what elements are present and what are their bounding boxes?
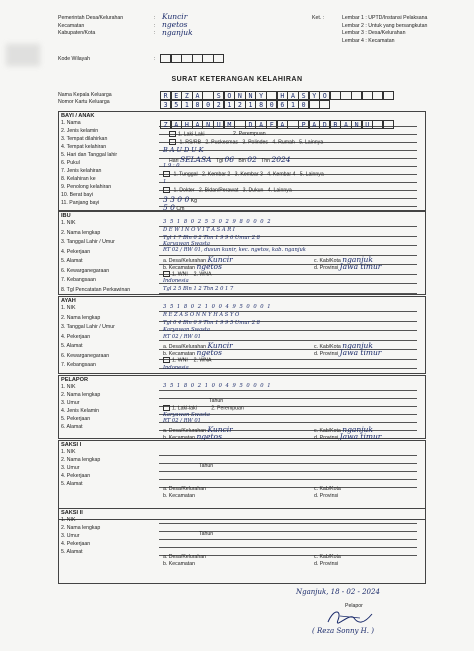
signature — [320, 606, 380, 628]
ayah-tgl-lahir: Tgl 0 4 Bln 0 9 Thn 1 9 9 5 Umur 2 8 — [163, 320, 260, 326]
field-line — [159, 200, 417, 207]
opt-label: 5. Lainnya — [299, 171, 324, 178]
kode-cell — [192, 54, 203, 63]
field-label: 4. Pekerjaan — [61, 333, 91, 340]
section-title: IBU — [61, 213, 71, 219]
field-label: 9. Penolong kelahiran — [61, 184, 112, 190]
char-cell — [287, 120, 298, 129]
saksi2-umur-unit: Tahun — [199, 531, 214, 537]
char-cell: P — [298, 120, 309, 129]
char-cell: N — [234, 91, 245, 100]
opt-label: 3. Polindes — [242, 139, 268, 146]
header-labels — [58, 15, 158, 38]
field-line — [159, 533, 417, 540]
berat-value: 3 3 0 0 — [163, 195, 190, 204]
field-line — [159, 449, 417, 456]
wni-label: 1. WNI — [172, 357, 188, 364]
lembar-row: Lembar 2 : Untuk yang bersangkutan — [342, 22, 428, 29]
char-cell: A — [277, 120, 288, 129]
prov-label: d. Provinsi — [314, 435, 339, 441]
kepala-keluarga-label: Nama Kepala Keluarga — [58, 92, 112, 98]
field-label: 3. Tanggal Lahir / Umur — [61, 239, 115, 245]
field-label: 6. Kewarganegaraan — [61, 352, 110, 359]
pelapor-label: Pelapor — [345, 603, 363, 609]
document-title: SURAT KETERANGAN KELAHIRAN — [171, 76, 303, 83]
char-cell — [330, 91, 341, 100]
field-label: 6. Pukul — [61, 160, 80, 166]
kk-label: Nomor Kartu Keluarga — [58, 99, 110, 106]
saksi1-kab-label: c. Kab/Kota — [314, 486, 341, 492]
char-cell — [319, 100, 330, 109]
ibu-perkawinan: Tgl 2 5 Bln 1 2 Thn 2 0 1 7 — [163, 286, 234, 292]
char-cell: A — [192, 120, 203, 129]
char-cell: 3 — [160, 100, 171, 109]
label-kecamatan: Kecamatan — [58, 22, 85, 29]
field-label: 7. Kebangsaan — [61, 277, 96, 283]
pelapor-alamat: RT 02 / RW 01 — [163, 418, 201, 424]
ibu-kebangsaan: Indonesia — [163, 278, 189, 284]
bln-label: Bln — [238, 158, 246, 164]
char-cell: Y — [309, 91, 320, 100]
lembar-desc: Desa/Kelurahan — [368, 30, 406, 37]
field-label: 5. Alamat — [61, 343, 83, 349]
field-label: 1. NIK — [61, 220, 76, 226]
field-label: 3. Umur — [61, 533, 80, 539]
opt-label: 2. Perempuan — [211, 405, 244, 412]
char-cell — [372, 91, 383, 100]
saksi1-desa-label: a. Desa/Kelurahan — [163, 486, 206, 492]
berat-unit: Kg — [190, 198, 198, 204]
tempat-kelahiran-value: BAUDUK — [163, 146, 206, 154]
char-cell: 0 — [266, 100, 277, 109]
field-label: 4. Pekerjaan — [61, 248, 91, 255]
opt-label: 4. Rumah — [272, 139, 295, 146]
char-cell: 1 — [224, 100, 235, 109]
saksi1-umur-unit: Tahun — [199, 463, 214, 469]
char-cell: 2 — [234, 100, 245, 109]
kab-label: c. Kab/Kota — [314, 428, 341, 434]
char-cell: 6 — [277, 100, 288, 109]
lembar-desc: Untuk yang bersangkutan — [368, 22, 428, 29]
field-label: 4. Pekerjaan — [61, 541, 91, 547]
field-label: 2. Nama lengkap — [61, 229, 101, 236]
char-cell: Z — [160, 120, 171, 129]
section-ibu — [58, 211, 426, 295]
pelapor-sex-opts — [163, 405, 244, 411]
ayah-kebangsaan: Indonesia — [163, 365, 189, 371]
field-label: 1. NIK — [61, 517, 76, 523]
section-title: BAYI / ANAK — [61, 113, 95, 119]
kab-label: c. Kab/Kota — [314, 258, 341, 264]
char-cell: H — [181, 120, 192, 129]
prov-value: Jawa timur — [339, 432, 382, 441]
char-cell: 5 — [171, 100, 182, 109]
field-label: 11. Panjang bayi — [61, 200, 100, 206]
ibu-kewarganegaraan — [163, 271, 212, 277]
char-cell — [266, 91, 277, 100]
lembar-desc: UPTD/Instansi Pelaksana — [368, 15, 428, 21]
field-label: 2. Nama lengkap — [61, 392, 101, 398]
field-line — [159, 525, 417, 532]
field-line — [159, 277, 417, 284]
opt-label: 1. RS/RB — [179, 139, 202, 146]
family-labels — [58, 92, 112, 106]
kode-cell — [181, 54, 192, 63]
char-cell: 1 — [245, 100, 256, 109]
prov-value: Jawa timur — [339, 348, 382, 357]
saksi1-kec-label: b. Kecamatan — [163, 493, 196, 499]
option-box — [169, 139, 176, 145]
char-cell — [340, 91, 351, 100]
signer-name: ( Reza Sonny H. ) — [312, 627, 374, 635]
kec-label: b. Kecamatan — [163, 351, 196, 357]
char-cell: U — [213, 120, 224, 129]
field-label: 3. Tempat dilahirkan — [61, 136, 108, 142]
char-cell: O — [224, 91, 235, 100]
char-cell: S — [298, 91, 309, 100]
field-label: 1. NIK — [61, 384, 76, 390]
section-bayi — [58, 111, 426, 211]
field-label: 1. NIK — [61, 449, 76, 455]
opt-label: 2. Bidan/Perawat — [198, 187, 239, 194]
kab-value: nganjuk — [342, 341, 373, 350]
section-ayah — [58, 296, 426, 374]
field-label: 4. Jenis Kelamin — [61, 408, 100, 414]
ibu-prov-row — [314, 262, 381, 271]
field-label: 2. Jenis kelamin — [61, 128, 99, 134]
value-kabupaten: nganjuk — [162, 27, 193, 37]
field-label: 5. Alamat — [61, 481, 83, 487]
char-cell: Z — [181, 91, 192, 100]
char-cell — [202, 91, 213, 100]
field-line — [159, 473, 417, 480]
tgl-label: Tgl — [215, 158, 223, 164]
option-box — [163, 171, 170, 177]
char-cell: A — [340, 120, 351, 129]
kode-cell — [213, 54, 224, 63]
lembar-row: Lembar 3 : Desa/Kelurahan — [342, 30, 406, 37]
hari-value: SELASA — [179, 155, 212, 164]
kode-wilayah-boxes — [160, 54, 224, 63]
char-cell — [372, 120, 383, 129]
field-label: 7. Jenis kelahiran — [61, 168, 102, 174]
kode-cell — [202, 54, 213, 63]
opt-label: 1. Tunggal — [173, 171, 198, 178]
ibu-pekerjaan: Karyawan Swasta — [163, 241, 210, 247]
header-colons: : : : — [154, 15, 156, 37]
kec-value: ngetos — [196, 262, 222, 271]
saksi1-prov-label: d. Provinsi — [314, 493, 339, 499]
char-cell: M — [224, 120, 235, 129]
ibu-alamat: RT 02 / RW 01, dusun kunir, kec. ngetos, kab. nganjuk — [163, 247, 306, 253]
thn-label: Thn — [261, 158, 271, 164]
lembar-list — [342, 15, 427, 45]
tgl-value: 06 — [224, 155, 234, 164]
field-label: 4. Pekerjaan — [61, 473, 91, 479]
char-cell: A — [171, 120, 182, 129]
char-cell: E — [171, 91, 182, 100]
ket-block — [312, 15, 324, 23]
option-box — [163, 187, 170, 193]
char-cell — [362, 91, 373, 100]
option-box — [163, 271, 170, 277]
opt-label: 2. Puskesmas — [205, 139, 238, 146]
ayah-kec-row — [163, 348, 222, 357]
desa-value: Kuncir — [207, 425, 233, 434]
field-label: 1. Nama — [61, 120, 81, 126]
ibu-kec-row — [163, 262, 222, 271]
opt-label: 5. Lainnya — [299, 139, 324, 146]
prov-value: Jawa timur — [339, 262, 382, 271]
opt-label: 2. Kembar 2 — [202, 171, 231, 178]
kab-label: c. Kab/Kota — [314, 344, 341, 350]
char-cell: O — [319, 91, 330, 100]
bayi-nama-boxes — [160, 120, 393, 129]
field-label: 10. Berat bayi — [61, 192, 94, 198]
prov-label: d. Provinsi — [314, 351, 339, 357]
opt-label: 1. Dokter — [173, 187, 195, 194]
section-title: SAKSI II — [61, 510, 83, 516]
char-cell — [383, 91, 394, 100]
jenis-kelahiran-opts — [163, 171, 324, 177]
lembar-name: Lembar 4 — [342, 37, 364, 44]
char-cell: S — [213, 91, 224, 100]
opt-label: 4. Lainnya — [267, 187, 292, 194]
wna-label: 2. WNA — [193, 271, 212, 278]
opt-label: 3. Dukun — [242, 187, 264, 194]
field-label: 7. Kebangsaan — [61, 362, 96, 368]
header-values — [162, 13, 193, 36]
lembar-name: Lembar 1 — [342, 15, 364, 21]
prov-label: d. Provinsi — [314, 265, 339, 271]
char-cell: N — [202, 120, 213, 129]
char-cell: N — [245, 91, 256, 100]
panjang-unit: Cm — [176, 206, 185, 212]
section-pelapor — [58, 375, 426, 439]
kec-value: ngetos — [196, 348, 222, 357]
label-desa: Pemerintah Desa/Kelurahan — [58, 15, 124, 21]
kab-value: nganjuk — [342, 425, 373, 434]
opt-label: 3. Kembar 3 — [234, 171, 263, 178]
lembar-desc: Kecamatan — [368, 37, 395, 44]
saksi2-prov-label: d. Provinsi — [314, 561, 339, 567]
ayah-kewarganegaraan — [163, 357, 212, 363]
char-cell: R — [160, 91, 171, 100]
ayah-prov-row — [314, 348, 381, 357]
char-cell: U — [362, 120, 373, 129]
char-cell: B — [330, 120, 341, 129]
saksi2-kec-label: b. Kecamatan — [163, 561, 196, 567]
char-cell — [383, 120, 394, 129]
saksi2-desa-label: a. Desa/Kelurahan — [163, 554, 206, 560]
field-label: 5. Alamat — [61, 258, 83, 264]
desa-label: a. Desa/Kelurahan — [163, 428, 206, 434]
field-label: 2. Nama lengkap — [61, 525, 101, 531]
char-cell: H — [277, 91, 288, 100]
section-title: AYAH — [61, 298, 76, 304]
ibu-nik: 3 5 1 8 0 2 5 3 0 2 9 8 0 0 0 2 — [163, 219, 272, 225]
section-saksi-2 — [58, 508, 426, 584]
ayah-pekerjaan: Karyawan Swasta — [163, 327, 210, 333]
pelapor-nik: 3 5 1 8 0 2 1 0 0 4 9 5 0 0 0 1 — [163, 383, 272, 389]
lembar-name: Lembar 3 — [342, 30, 364, 37]
pukul-value: 1 9 : 0 — [163, 163, 180, 169]
kab-value: nganjuk — [342, 255, 373, 264]
option-box — [163, 357, 170, 363]
char-cell: A — [192, 91, 203, 100]
desa-value: Kuncir — [207, 255, 233, 264]
pelapor-umur-unit: Tahun — [209, 398, 224, 404]
field-label: 1. NIK — [61, 305, 76, 311]
char-cell — [351, 91, 362, 100]
section-title: SAKSI I — [61, 442, 82, 448]
field-label: 6. Kewarganegaraan — [61, 267, 110, 274]
panjang-value: 5 0 — [163, 203, 175, 212]
field-line — [159, 457, 417, 464]
desa-label: a. Desa/Kelurahan — [163, 258, 206, 264]
opt-label: 4. Kembar 4 — [267, 171, 296, 178]
char-cell — [309, 100, 320, 109]
tanggal-lahir-row — [169, 155, 291, 164]
field-label: 3. Tanggal Lahir / Umur — [61, 324, 115, 330]
char-cell: A — [309, 120, 320, 129]
field-label: 8. Kelahiran ke — [61, 176, 96, 182]
char-cell: A — [287, 91, 298, 100]
field-label: 5. Alamat — [61, 549, 83, 555]
char-cell: N — [351, 120, 362, 129]
pelapor-pekerjaan: Karyawan Swasta — [163, 412, 210, 418]
section-title: PELAPOR — [61, 377, 89, 383]
char-cell: 1 — [287, 100, 298, 109]
field-label: 2. Nama lengkap — [61, 457, 101, 463]
wni-label: 1. WNI — [172, 271, 188, 278]
kec-value: ngetos — [196, 432, 222, 441]
char-cell: 8 — [255, 100, 266, 109]
penolong-opts — [163, 187, 292, 193]
label-kabupaten: Kabupaten/Kota — [58, 30, 96, 37]
smudge — [6, 44, 40, 66]
field-label: 6. Alamat — [61, 424, 83, 430]
place-date: Nganjuk, 18 - 02 - 2024 — [296, 588, 380, 596]
lembar-row: Lembar 4 : Kecamatan — [342, 37, 395, 44]
bayi-sex-opt1 — [169, 131, 205, 137]
opt-label: 2. Perempuan — [233, 131, 266, 137]
field-label: 8. Tgl Pencatatan Perkawinan — [61, 286, 131, 293]
desa-label: a. Desa/Kelurahan — [163, 344, 206, 350]
ket-label: Ket. : — [312, 15, 325, 21]
ayah-alamat: RT 02 / RW 01 — [163, 334, 201, 340]
ayah-nik: 3 5 1 8 0 2 1 0 0 4 9 5 0 0 0 1 — [163, 304, 272, 310]
field-line — [159, 517, 417, 524]
field-label: 5. Hari dan Tanggal lahir — [61, 152, 118, 158]
tempat-opts — [169, 139, 323, 145]
char-cell: D — [245, 120, 256, 129]
field-line — [159, 541, 417, 548]
field-label: 5. Pekerjaan — [61, 416, 91, 422]
opt-label: 1. Laki-Laki — [178, 131, 205, 138]
kec-label: b. Kecamatan — [163, 435, 196, 441]
kode-wilayah-label: Kode Wilayah — [58, 56, 91, 62]
char-cell: Y — [255, 91, 266, 100]
field-label: 2. Nama lengkap — [61, 314, 101, 321]
hari-label: Hari — [169, 158, 179, 164]
kk-number-boxes — [160, 100, 330, 109]
field-line — [159, 392, 417, 399]
char-cell: F — [266, 120, 277, 129]
lembar-row: Lembar 1 : UPTD/Instansi Pelaksana — [342, 15, 428, 21]
desa-value: Kuncir — [207, 341, 233, 350]
char-cell: 0 — [298, 100, 309, 109]
field-label: 3. Umur — [61, 465, 80, 471]
lembar-name: Lembar 2 — [342, 22, 364, 29]
char-cell: D — [319, 120, 330, 129]
wna-label: 2. WNA — [193, 357, 212, 364]
opt-label: 1. Laki-laki — [172, 405, 197, 412]
option-box — [163, 405, 170, 411]
ayah-nama: R E Z A S O N N Y H A S Y O — [163, 312, 240, 318]
ibu-nama: D E W I N O V I T A S A R I — [163, 227, 235, 233]
kelahiran-ke-value: 1 — [163, 179, 167, 185]
char-cell — [234, 120, 245, 129]
field-label: 4. Tempat kelahiran — [61, 144, 107, 150]
char-cell: 0 — [202, 100, 213, 109]
char-cell: 2 — [213, 100, 224, 109]
field-label: 3. Umur — [61, 400, 80, 406]
kode-cell — [171, 54, 182, 63]
char-cell: 8 — [192, 100, 203, 109]
kode-colon: : — [154, 56, 156, 62]
value-kecamatan: ngetos — [162, 19, 188, 29]
saksi2-kab-label: c. Kab/Kota — [314, 554, 341, 560]
value-desa: Kuncir — [162, 12, 188, 21]
thn-value: 2024 — [271, 155, 291, 164]
ibu-tgl-lahir: Tgl 1 7 Bln 0 2 Thn 1 9 9 6 Umur 2 8 — [163, 235, 260, 241]
kode-cell — [160, 54, 171, 63]
kepala-keluarga-boxes — [160, 91, 393, 100]
option-box — [169, 131, 176, 137]
bln-value: 02 — [247, 155, 257, 164]
field-line — [159, 465, 417, 472]
bayi-sex-opt2 — [233, 131, 266, 137]
kec-label: b. Kecamatan — [163, 265, 196, 271]
char-cell: 1 — [181, 100, 192, 109]
char-cell: A — [255, 120, 266, 129]
